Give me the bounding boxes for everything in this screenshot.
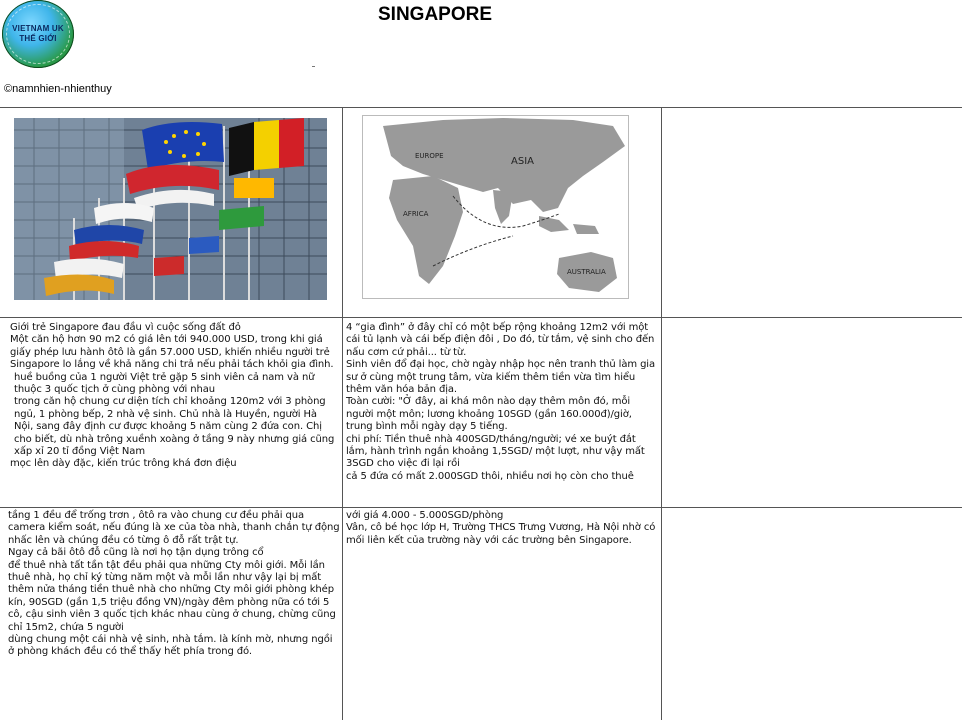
flags-photo [14, 118, 327, 300]
page-title: SINGAPORE [378, 4, 493, 25]
cell-left-middle [10, 322, 338, 471]
cell-center-middle-p3: Toàn cười: "Ở đây, ai khá môn nào dạy thêm môn đó, mỗi người một môn; lương khoảng 10SGD (gần 160.000đ)/giờ, trung bình mỗi ngày dạy 5 tiếng. [346, 396, 632, 433]
cell-left-middle-p1: Giới trẻ Singapore đau đầu vì cuộc sống đất đỏ [10, 322, 241, 333]
world-map [362, 115, 629, 299]
cell-center-bottom-p1: với giá 4.000 - 5.000SGD/phòng [346, 510, 504, 521]
small-mark [312, 66, 315, 67]
copyright-text: ©namnhien-nhienthuy [4, 83, 112, 95]
cell-center-middle-p4: chi phí: Tiền thuê nhà 400SGD/tháng/người; vé xe buýt đắt lắm, hành trình ngắn khoảng 1,5SGD/ một lượt, như vậy mất 3SGD cho việc đi lại rồi [346, 433, 645, 470]
cell-left-bottom-p1: tầng 1 đều để trống trơn , ôtô ra vào chung cư đều phải qua camera kiểm soát, nếu đúng là xe của tòa nhà, thanh chắn tự động nhấc lên và chúng đều có từng ô đỗ rất trật tự. [8, 510, 340, 546]
cell-left-middle-p3: huề buồng của 1 người Việt trẻ gặp 5 sinh viên cả nam và nữ thuộc 3 quốc tịch ở cùng phòng với nhau [14, 371, 315, 396]
table-top-border [0, 107, 962, 108]
cell-center-middle [346, 322, 659, 483]
map-label-europe: EUROPE [415, 152, 444, 160]
cell-left-bottom [8, 510, 340, 659]
column-divider-2 [661, 107, 662, 720]
cell-center-middle-p5: cả 5 đứa có mất 2.000SGD thôi, nhiều nơi họ còn cho thuê [346, 470, 634, 482]
cell-left-bottom-p4: dùng chung một cái nhà vệ sinh, nhà tắm. là kính mờ, nhưng ngồi ở phòng khách đều có thể thấy hết phía trong đó. [8, 634, 333, 658]
cell-left-middle-p2: Một căn hộ hơn 90 m2 có giá lên tới 940.000 USD, trong khi giá giấy phép lưu hành ôtô là gần 57.000 USD, khiến nhiều người trẻ Singapore lo lắng về khả năng chi trả nếu phải tách khỏi gia đình. [10, 334, 334, 371]
flags-photo-graphic [14, 118, 327, 300]
site-logo [2, 0, 74, 68]
row-divider-2 [0, 507, 962, 508]
cell-center-bottom-p2: Vân, cô bé học lớp H, Trường THCS Trưng Vương, Hà Nội nhờ có mối liên kết của trường này với các trường bên Singapore. [346, 522, 656, 546]
cell-left-middle-p5: mọc lên dày đặc, kiến trúc trông khá đơn điệu [10, 458, 237, 470]
map-label-africa: AFRICA [403, 210, 429, 218]
row-divider-1 [0, 317, 962, 318]
map-label-asia: ASIA [511, 156, 534, 167]
cell-left-middle-p4: trong căn hộ chung cư diện tích chỉ khoảng 120m2 với 3 phòng ngủ, 1 phòng bếp, 2 nhà vệ sinh. Chủ nhà là Huyền, người Hà Nội, sang đây định cư được khoảng 5 năm cùng 2 đứa con. Chị cho biết, dù nhà trông xuềnh xoàng ở tầng 9 này nhưng giá cũng xấp xỉ 20 tỉ đồng Việt Nam [14, 396, 335, 458]
cell-center-middle-p2: Sinh viên đổ đại học, chờ ngày nhập học nên tranh thủ làm gia sư ở cùng một trung tâm, vừa kiếm thêm tiền vừa tìm hiểu thêm văn hóa bản địa. [346, 359, 656, 396]
cell-center-bottom [346, 510, 659, 547]
cell-left-bottom-p2: Ngay cả bãi ôtô đỗ cũng là nơi họ tận dụng trông cổ [8, 547, 264, 559]
cell-left-bottom-p3: để thuê nhà tất tần tật đều phải qua những Cty môi giới. Mỗi lần thuê nhà, họ chỉ ký từng năm một và mỗi lần như vậy lại bị mất thêm nửa tháng tiền thuê nhà cho những Cty môi giới phòng khép kín, 90SGD (gần 1,5 triệu đồng VN)/ngày đêm phòng nữa có tới 5 cô, cậu sinh viên 3 quốc tịch khác nhau cùng ở chung, chừng cũng chỉ 15m2, chứa 5 người [8, 559, 336, 633]
cell-center-middle-p1: 4 “gia đình” ở đây chỉ có một bếp rộng khoảng 12m2 với một cái tủ lạnh và cái bếp điện đôi , Do đó, từ tắm, vệ sinh cho đến nấu cơm cứ phải... từ từ. [346, 322, 655, 358]
map-label-australia: AUSTRALIA [567, 268, 606, 276]
logo-text-line1: VIETNAM UK [12, 24, 64, 33]
column-divider-1 [342, 107, 343, 720]
logo-text-line2: THẾ GIỚI [19, 34, 57, 43]
